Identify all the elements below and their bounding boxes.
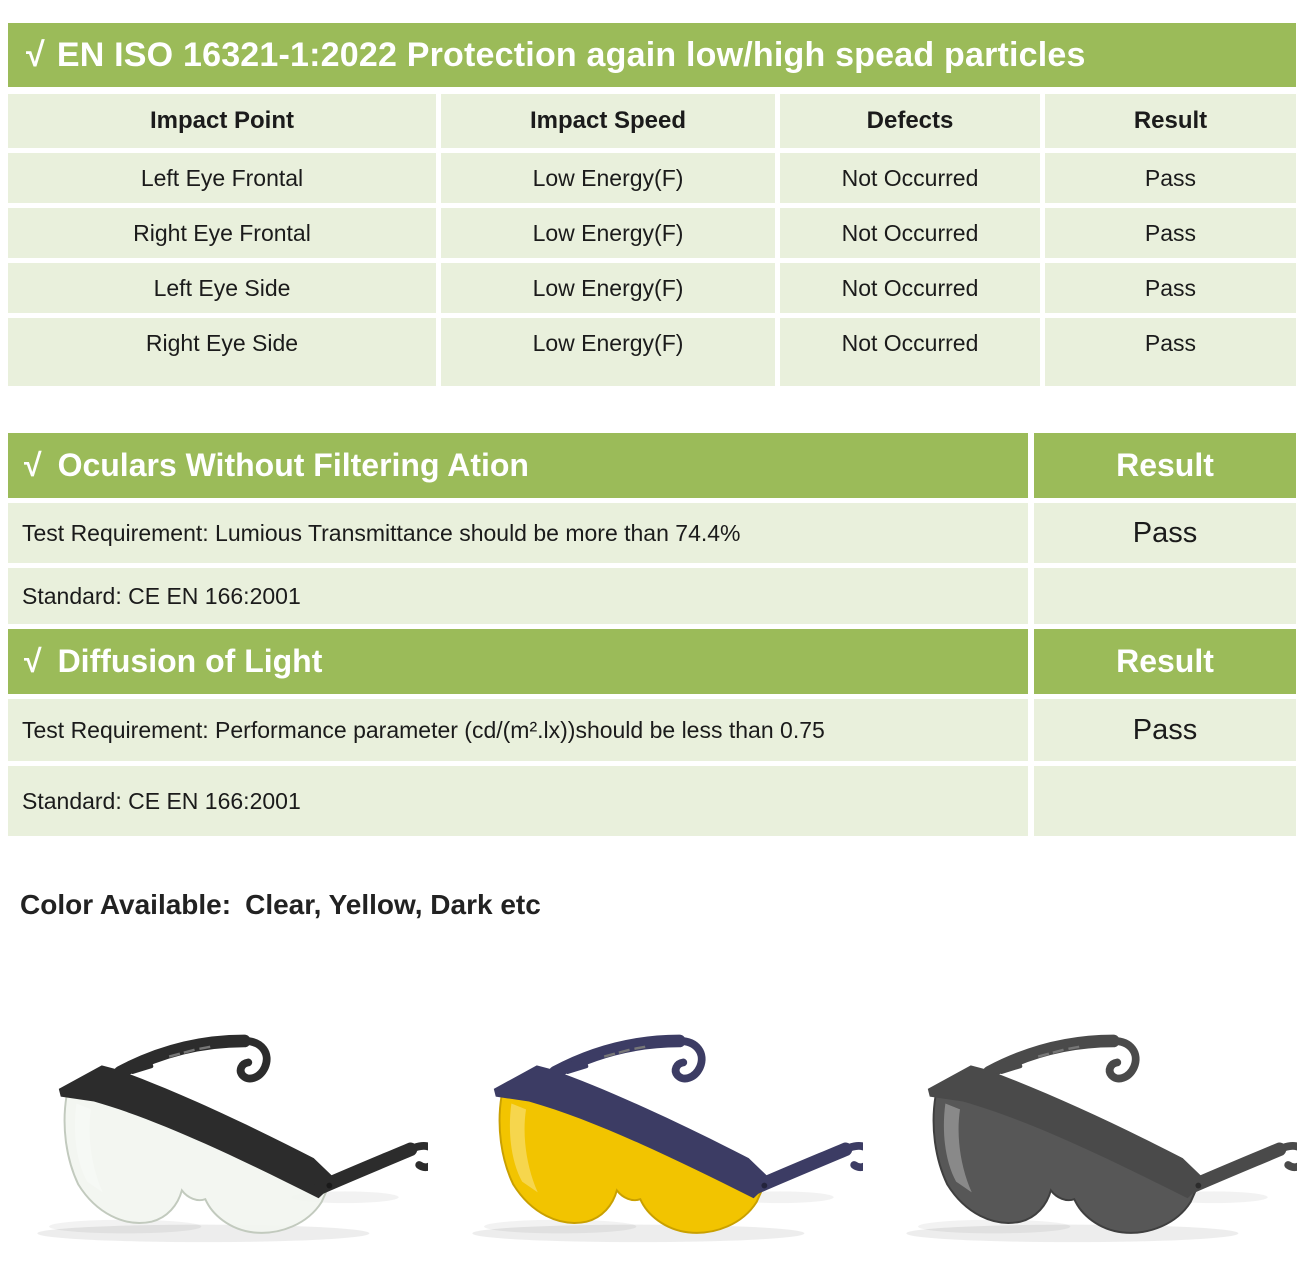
product-photos-row xyxy=(0,996,1305,1254)
table-cell-defects: Not Occurred xyxy=(780,153,1040,203)
table-cell-impact-speed: Low Energy(F) xyxy=(441,318,775,386)
color-available-value: Clear, Yellow, Dark etc xyxy=(245,889,541,920)
product-datasheet-page xyxy=(0,23,1305,1286)
column-header-defects: Defects xyxy=(780,94,1040,148)
section-header-diffusion-of-light xyxy=(8,629,1028,694)
table-cell-impact-speed: Low Energy(F) xyxy=(441,263,775,313)
section-title: Oculars Without Filtering Ation xyxy=(57,447,529,483)
standard-text: Standard: CE EN 166:2001 xyxy=(8,568,1028,624)
table-cell-defects: Not Occurred xyxy=(780,263,1040,313)
table-cell-impact-point: Right Eye Frontal xyxy=(8,208,436,258)
empty-result-cell xyxy=(1034,766,1296,836)
table-cell-impact-speed: Low Energy(F) xyxy=(441,208,775,258)
color-available-line xyxy=(20,888,1305,922)
checkmark-icon: √ xyxy=(26,35,45,74)
section-result-header: Result xyxy=(1034,629,1296,694)
table-cell-result: Pass xyxy=(1045,153,1296,203)
section-result-header: Result xyxy=(1034,433,1296,498)
color-available-label: Color Available: xyxy=(20,889,232,920)
empty-result-cell xyxy=(1034,568,1296,624)
optical-tests-table xyxy=(8,433,1296,836)
table-cell-defects: Not Occurred xyxy=(780,318,1040,386)
standard-text: Standard: CE EN 166:2001 xyxy=(8,766,1028,836)
checkmark-icon: √ xyxy=(24,447,42,483)
table-cell-defects: Not Occurred xyxy=(780,208,1040,258)
checkmark-icon: √ xyxy=(24,643,42,679)
section-header-oculars-without-filtering xyxy=(8,433,1028,498)
impact-table-title-bar xyxy=(8,23,1296,87)
section-title: Diffusion of Light xyxy=(57,643,323,679)
table-cell-result: Pass xyxy=(1045,208,1296,258)
table-cell-impact-point: Left Eye Side xyxy=(8,263,436,313)
product-photo-clear xyxy=(8,996,428,1254)
product-photo-yellow xyxy=(443,996,863,1254)
safety-glasses-illustration xyxy=(443,996,863,1250)
column-header-result: Result xyxy=(1045,94,1296,148)
column-header-impact-speed: Impact Speed xyxy=(441,94,775,148)
safety-glasses-illustration xyxy=(877,996,1297,1250)
table-cell-impact-speed: Low Energy(F) xyxy=(441,153,775,203)
column-header-impact-point: Impact Point xyxy=(8,94,436,148)
table-cell-result: Pass xyxy=(1045,263,1296,313)
table-cell-result: Pass xyxy=(1045,318,1296,386)
table-cell-impact-point: Right Eye Side xyxy=(8,318,436,386)
test-requirement-text: Test Requirement: Lumious Transmittance should be more than 74.4% xyxy=(8,503,1028,563)
test-requirement-text: Test Requirement: Performance parameter (cd/(m².lx))should be less than 0.75 xyxy=(8,699,1028,761)
impact-test-table xyxy=(8,94,1296,386)
test-result-pass: Pass xyxy=(1034,503,1296,563)
safety-glasses-illustration xyxy=(8,996,428,1250)
product-photo-dark xyxy=(877,996,1297,1254)
table-cell-impact-point: Left Eye Frontal xyxy=(8,153,436,203)
impact-table-title: EN ISO 16321-1:2022 Protection again low/high spead particles xyxy=(56,35,1086,74)
test-result-pass: Pass xyxy=(1034,699,1296,761)
